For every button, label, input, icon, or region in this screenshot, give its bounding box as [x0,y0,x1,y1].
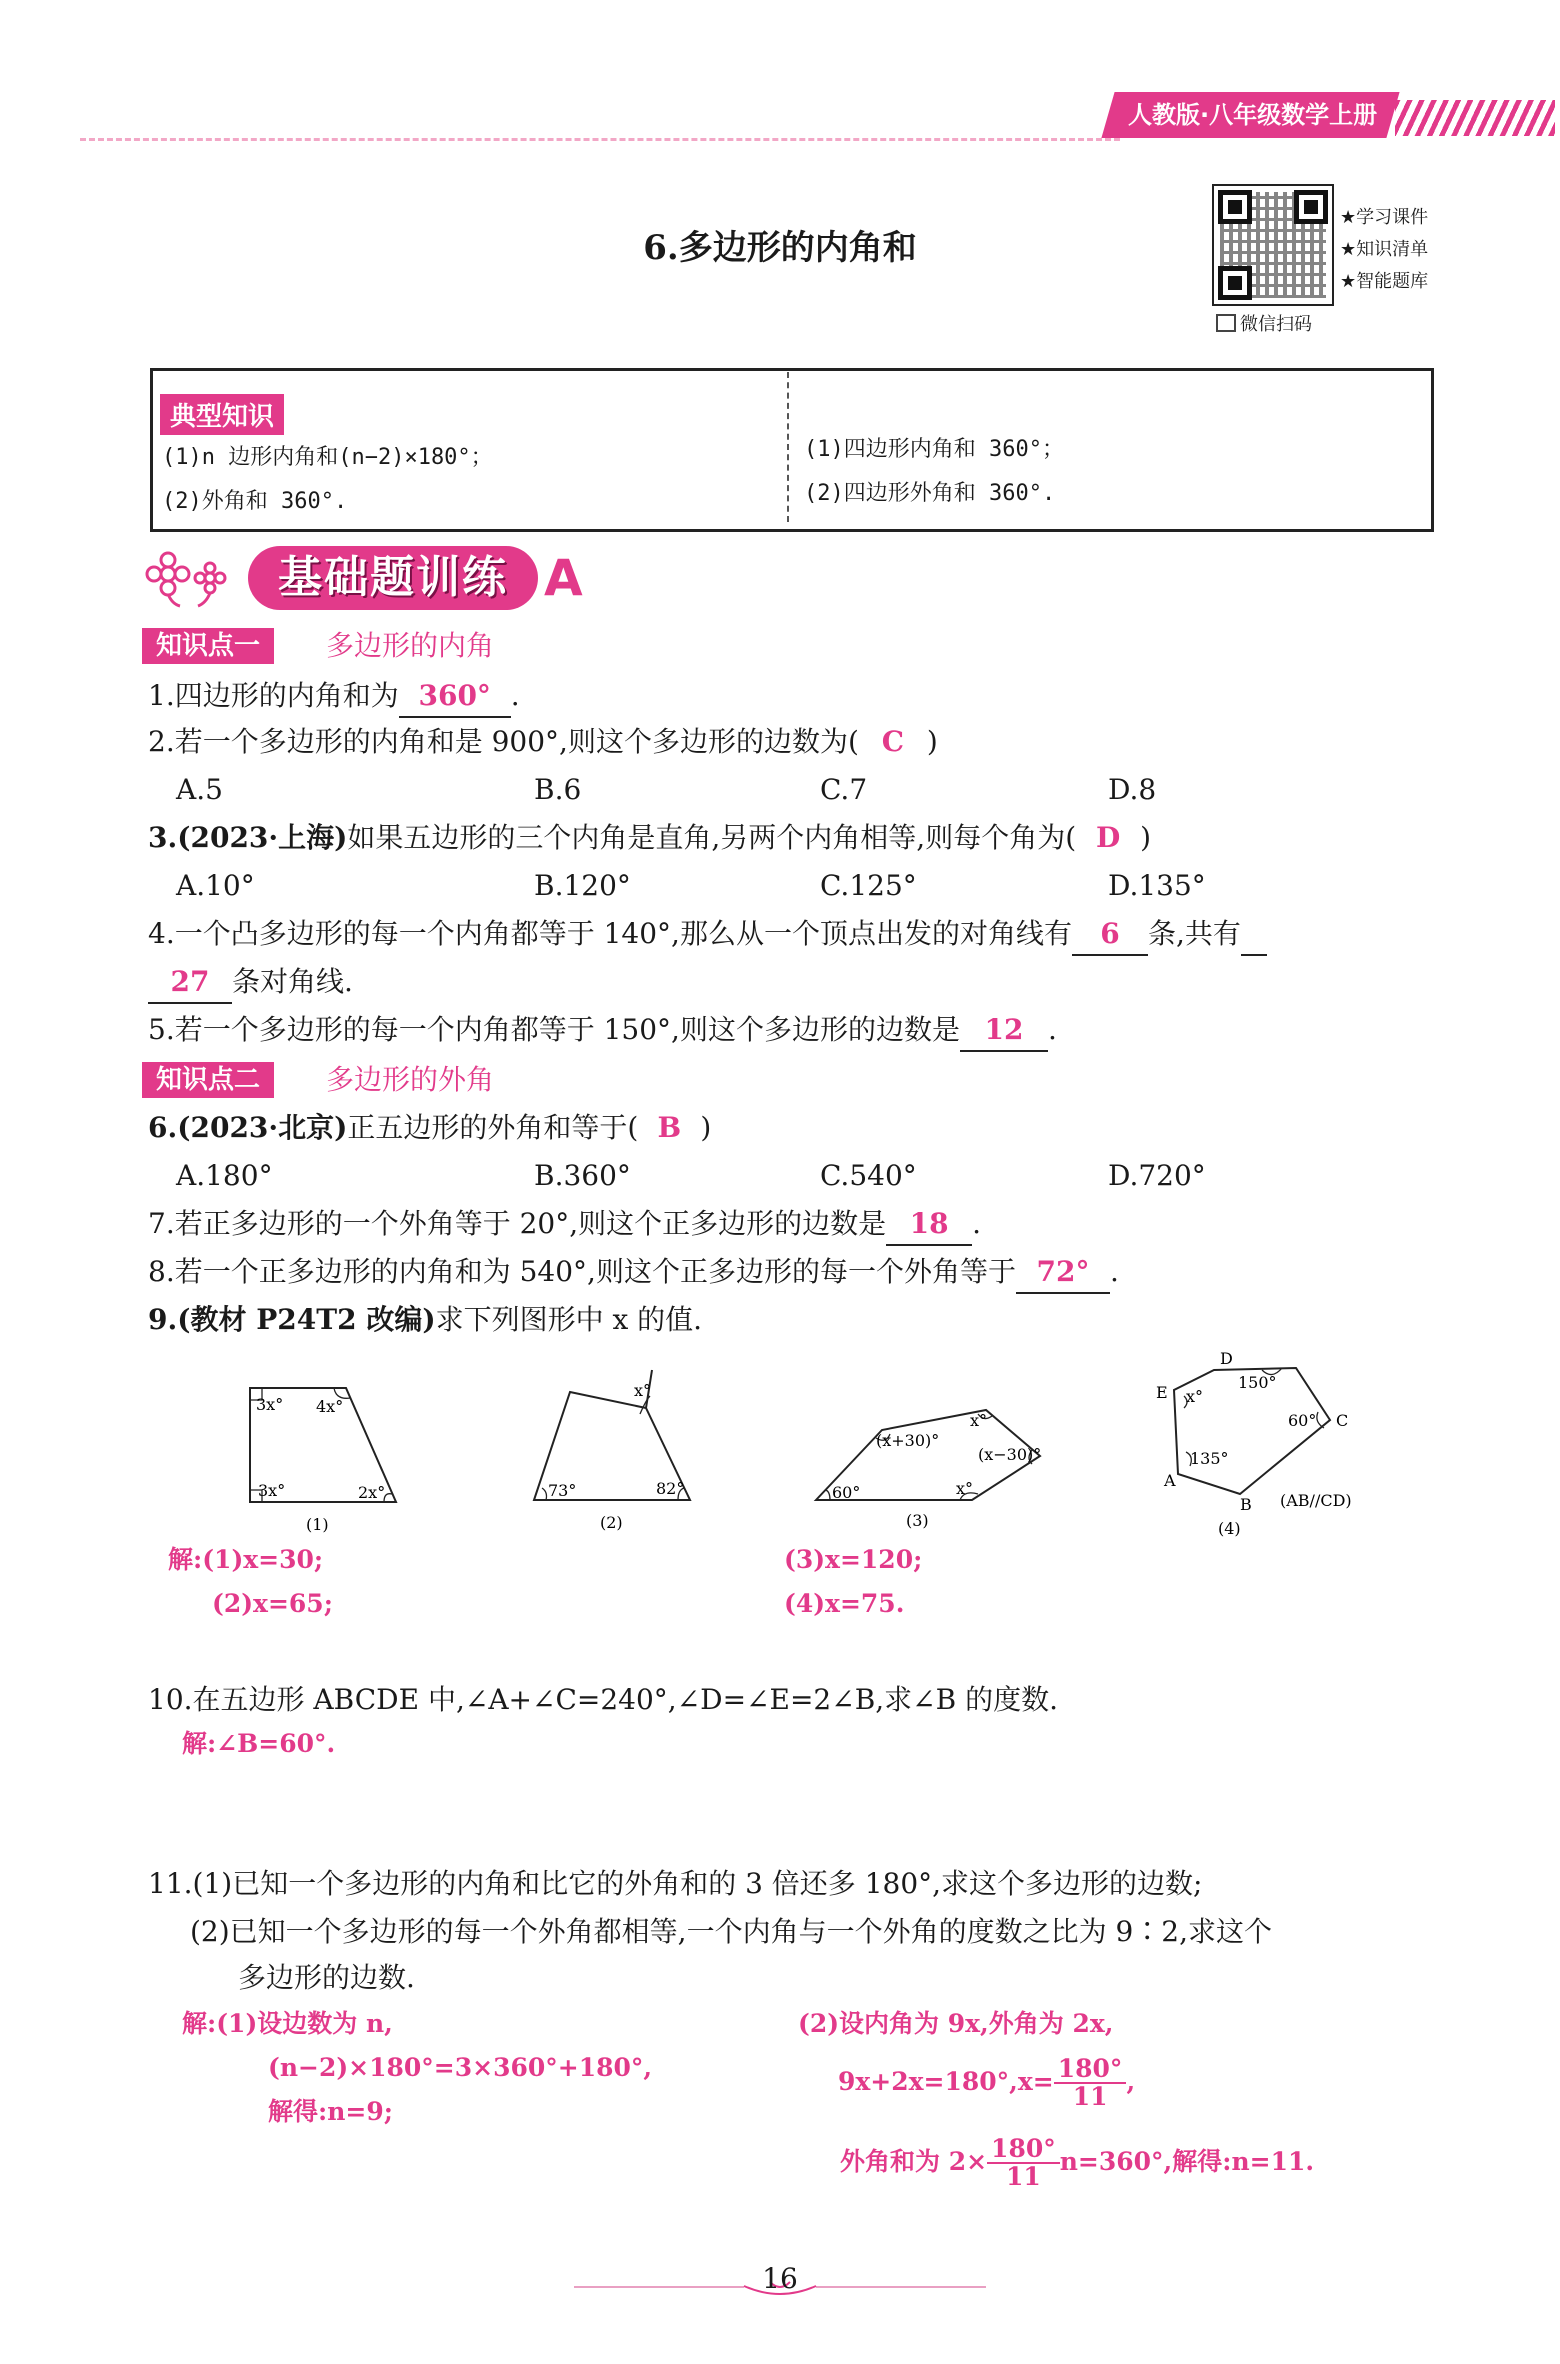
question-2: 2.若一个多边形的内角和是 900°,则这个多边形的边数为( C ) [148,722,938,762]
knowledge-right-1: (1)四边形内角和 360°； [804,437,1064,462]
q3-option-d: D.135° [1108,869,1206,902]
knowledge-point-2-title: 多边形的外角 [326,1063,495,1096]
figure-1-quadrilateral [236,1378,406,1548]
fig4-label-E: E [1156,1383,1168,1402]
header-dashed-rule [80,138,1120,141]
question-9: 9.(教材 P24T2 改编)求下列图形中 x 的值. [148,1303,703,1336]
fig4-label-D: D [1220,1349,1233,1368]
question-1: 1.四边形的内角和为 360° . [148,676,520,718]
q6-option-a: A.180° [176,1159,273,1192]
fig4-label-60: 60° [1288,1411,1317,1430]
figure-2-quadrilateral [522,1366,702,1550]
q3-option-b: B.120° [534,869,631,902]
question-3: 3.(2023·上海)如果五边形的三个内角是直角,另两个内角相等,则每个角为( D ) [148,818,1151,858]
question-11-part-2: (2)已知一个多边形的每一个外角都相等,一个内角与一个外角的度数之比为 9∶2,求这个 [190,1915,1272,1948]
q10-solution: 解:∠B=60°. [182,1729,336,1758]
q9-source: 9.(教材 P24T2 改编) [148,1303,436,1336]
q11-solution-right-1: (2)设内角为 9x,外角为 2x, [798,2009,1114,2038]
q2-option-b: B.6 [534,773,582,806]
fig2-label-x: x° [634,1381,652,1400]
question-5: 5.若一个多边形的每一个内角都等于 150°,则这个多边形的边数是 12 . [148,1010,1057,1052]
wechat-scan-label: 微信扫码 [1216,310,1312,336]
question-11-part-1: 11.(1)已知一个多边形的内角和比它的外角和的 3 倍还多 180°,求这个多边形的边数; [148,1867,1203,1900]
figure-3-pentagon [806,1390,1050,1550]
qr-link-question-bank[interactable]: ★智能题库 [1340,271,1429,292]
knowledge-point-1-tag: 知识点一 [142,628,274,664]
fig3-caption: (3) [906,1511,929,1530]
q6-option-d: D.720° [1108,1159,1206,1192]
knowledge-point-1-title: 多边形的内角 [326,629,495,662]
fig2-caption: (2) [600,1513,623,1532]
q6-option-c: C.540° [820,1159,917,1192]
q8-answer-blank: 72° [1016,1252,1110,1294]
qr-link-list [1340,202,1428,298]
q11-solution-left-2: (n−2)×180°=3×360°+180°, [268,2053,653,2082]
basic-training-banner: 基础题训练 [248,546,538,610]
qr-link-checklist[interactable]: ★知识清单 [1340,239,1429,260]
fig3-label-x-minus-30: (x−30)° [978,1445,1042,1464]
q11-fraction-1: $\frac{180^\circ}{11}$ [1054,2056,1127,2111]
knowledge-point-2-tag: 知识点二 [142,1062,274,1098]
fig4-note: (AB//CD) [1280,1491,1352,1510]
q9-solution-4: (4)x=75. [784,1589,905,1618]
q1-answer-blank: 360° [399,676,511,718]
q9-solution-3: (3)x=120; [784,1545,923,1574]
q3-option-c: C.125° [820,869,917,902]
q11-solution-right-2: 9x+2x=180°,x= $\frac{180^\circ}{11}$ , [838,2054,1136,2112]
question-11-part-2-cont: 多边形的边数. [238,1961,415,1994]
q5-answer-blank: 12 [960,1010,1048,1052]
basic-training-level: A [544,549,583,607]
fig3-label-x-plus-30: (x+30)° [876,1431,940,1450]
knowledge-left-2: (2)外角和 360°. [162,489,348,514]
fig1-caption: (1) [306,1515,329,1534]
figure-4-pentagon [1136,1346,1376,1540]
qr-link-courseware[interactable]: ★学习课件 [1340,207,1429,228]
fig2-label-82: 82° [656,1479,685,1498]
q11-solution-right-3: 外角和为 2× $\frac{180^\circ}{11}$ n=360°,解得:n=11. [840,2134,1315,2192]
q7-answer-blank: 18 [886,1204,972,1246]
fig1-label-d: 2x° [358,1483,386,1502]
q11-solution-left-3: 解得:n=9; [268,2097,393,2126]
fig1-label-b: 4x° [316,1397,344,1416]
question-4-cont: 27 条对角线. [148,962,353,1004]
question-7: 7.若正多边形的一个外角等于 20°,则这个正多边形的边数是 18 . [148,1204,981,1246]
fig1-label-c: 3x° [258,1481,286,1500]
scan-icon [1216,314,1236,332]
knowledge-tag: 典型知识 [160,394,284,435]
fig4-label-B: B [1240,1495,1252,1514]
q9-solution-2: (2)x=65; [212,1589,333,1618]
q2-option-a: A.5 [176,773,223,806]
fig4-label-x: x° [1186,1387,1204,1406]
q2-option-c: C.7 [820,773,868,806]
knowledge-divider [787,372,789,522]
question-4: 4.一个凸多边形的每一个内角都等于 140°,那么从一个顶点出发的对角线有 6 条,共有 [148,914,1267,956]
series-banner: 人教版·八年级数学上册 [1101,92,1399,138]
page-number: 16 [762,2262,798,2295]
q6-source: 6.(2023·北京) [148,1111,348,1144]
q11-solution-left-1: 解:(1)设边数为 n, [182,2009,393,2038]
header-stripes [1395,100,1555,136]
fig2-label-73: 73° [548,1481,577,1500]
q3-option-a: A.10° [176,869,255,902]
q4-answer-blank-1: 6 [1072,914,1148,956]
fig3-label-x-top: x° [970,1411,988,1430]
q3-source: 3.(2023·上海) [148,821,348,854]
q6-option-b: B.360° [534,1159,631,1192]
fig3-label-60: 60° [832,1483,861,1502]
qr-code[interactable] [1212,184,1334,306]
q4-answer-blank-2: 27 [148,962,232,1004]
q3-answer: D [1096,821,1121,854]
section-title: 6.多边形的内角和 [643,228,917,268]
question-10: 10.在五边形 ABCDE 中,∠A+∠C=240°,∠D=∠E=2∠B,求∠B 的度数. [148,1683,1059,1716]
question-8: 8.若一个正多边形的内角和为 540°,则这个正多边形的每一个外角等于 72° . [148,1252,1119,1294]
fig4-label-135: 135° [1190,1449,1229,1468]
fig3-label-x-bottom: x° [956,1479,974,1498]
fig4-caption: (4) [1218,1519,1241,1538]
fig4-label-150: 150° [1238,1373,1277,1392]
q11-fraction-2: $\frac{180^\circ}{11}$ [987,2136,1060,2191]
fig4-label-A: A [1164,1471,1176,1490]
q4-answer-blank-2-start [1241,914,1267,956]
question-6: 6.(2023·北京)正五边形的外角和等于( B ) [148,1108,711,1148]
knowledge-right-2: (2)四边形外角和 360°. [804,481,1056,506]
knowledge-left-1: (1)n 边形内角和(n−2)×180°； [162,445,493,470]
q9-solution-1: 解:(1)x=30; [168,1545,324,1574]
flower-icon [140,548,240,608]
q2-option-d: D.8 [1108,773,1157,806]
fig4-label-C: C [1336,1411,1349,1430]
fig1-label-a: 3x° [256,1395,284,1414]
q2-answer: C [881,725,905,758]
q6-answer: B [657,1111,682,1144]
